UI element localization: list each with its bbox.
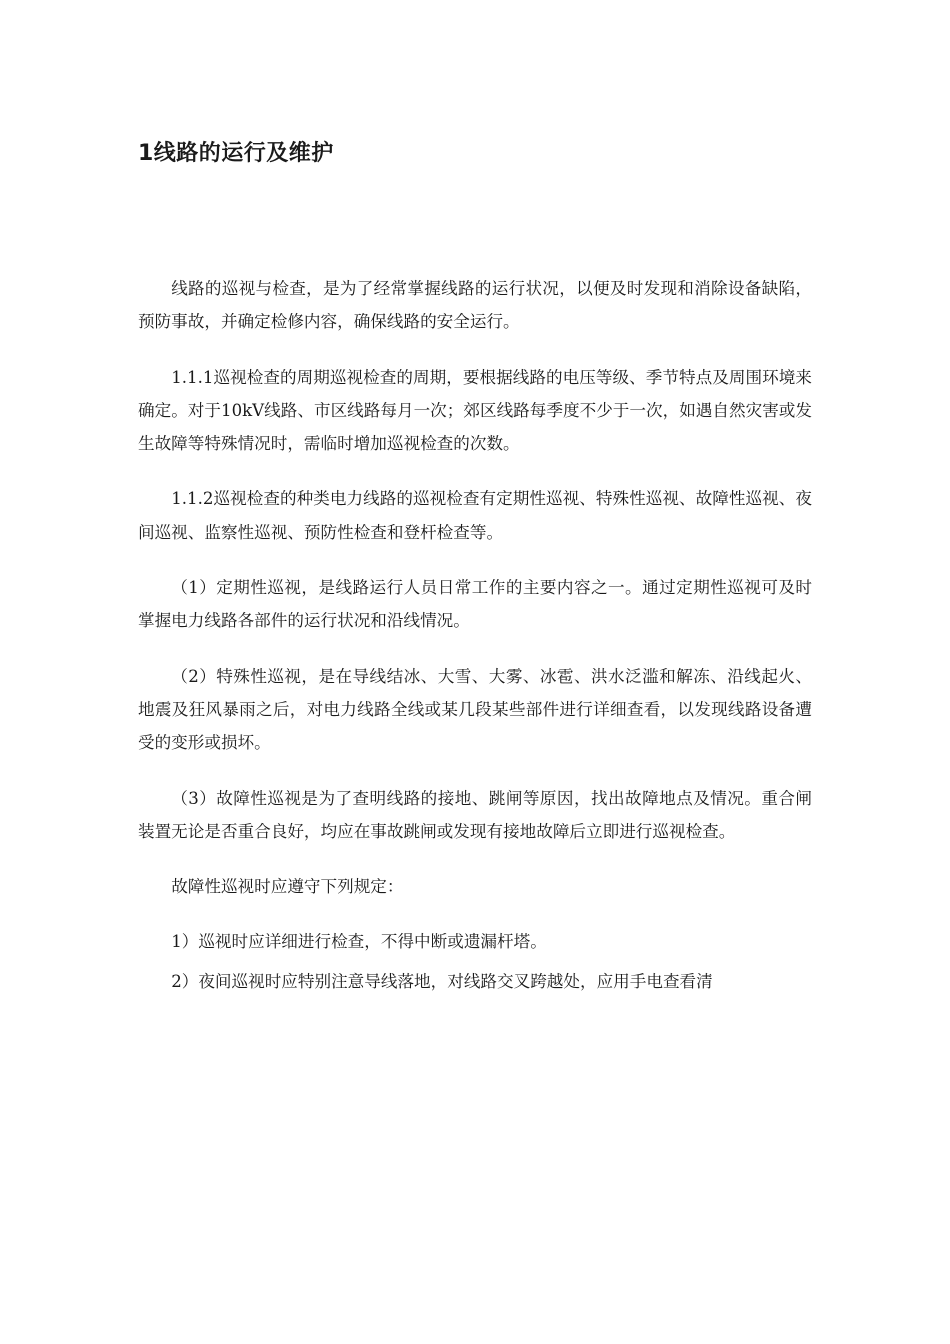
paragraph-intro: 线路的巡视与检查，是为了经常掌握线路的运行状况，以便及时发现和消除设备缺陷，预防事故，并确定检修内容，确保线路的安全运行。 [138, 279, 812, 332]
paragraph-inspection-cycle: 1.1.1巡视检查的周期巡视检查的周期，要根据线路的电压等级、季节特点及周围环境来确定。对于10kV线路、市区线路每月一次；郊区线路每季度不少于一次，如遇自然灾害或发生故障等特殊情况时，需临时增加巡视检查的次数。 [138, 367, 812, 454]
document-title: 1线路的运行及维护 [138, 141, 334, 166]
document-body [138, 272, 812, 1004]
paragraph-fault-rules-heading: 故障性巡视时应遵守下列规定： [171, 877, 404, 897]
paragraph-periodic-inspection: （1）定期性巡视，是线路运行人员日常工作的主要内容之一。通过定期性巡视可及时掌握电力线路各部件的运行状况和沿线情况。 [138, 578, 812, 631]
paragraph-inspection-types: 1.1.2巡视检查的种类电力线路的巡视检查有定期性巡视、特殊性巡视、故障性巡视、夜间巡视、监察性巡视、预防性检查和登杆检查等。 [138, 489, 812, 542]
paragraph-fault-inspection: （3）故障性巡视是为了查明线路的接地、跳闸等原因，找出故障地点及情况。重合闸装置无论是否重合良好，均应在事故跳闸或发现有接地故障后立即进行巡视检查。 [138, 788, 812, 841]
paragraph-rule-2: 2）夜间巡视时应特别注意导线落地，对线路交叉跨越处，应用手电查看清 [171, 971, 713, 991]
paragraph-special-inspection: （2）特殊性巡视，是在导线结冰、大雪、大雾、冰雹、洪水泛滥和解冻、沿线起火、地震及狂风暴雨之后，对电力线路全线或某几段某些部件进行详细查看，以发现线路设备遭受的变形或损坏。 [138, 666, 812, 753]
paragraph-rule-1: 1）巡视时应详细进行检查，不得中断或遗漏杆塔。 [171, 932, 547, 952]
